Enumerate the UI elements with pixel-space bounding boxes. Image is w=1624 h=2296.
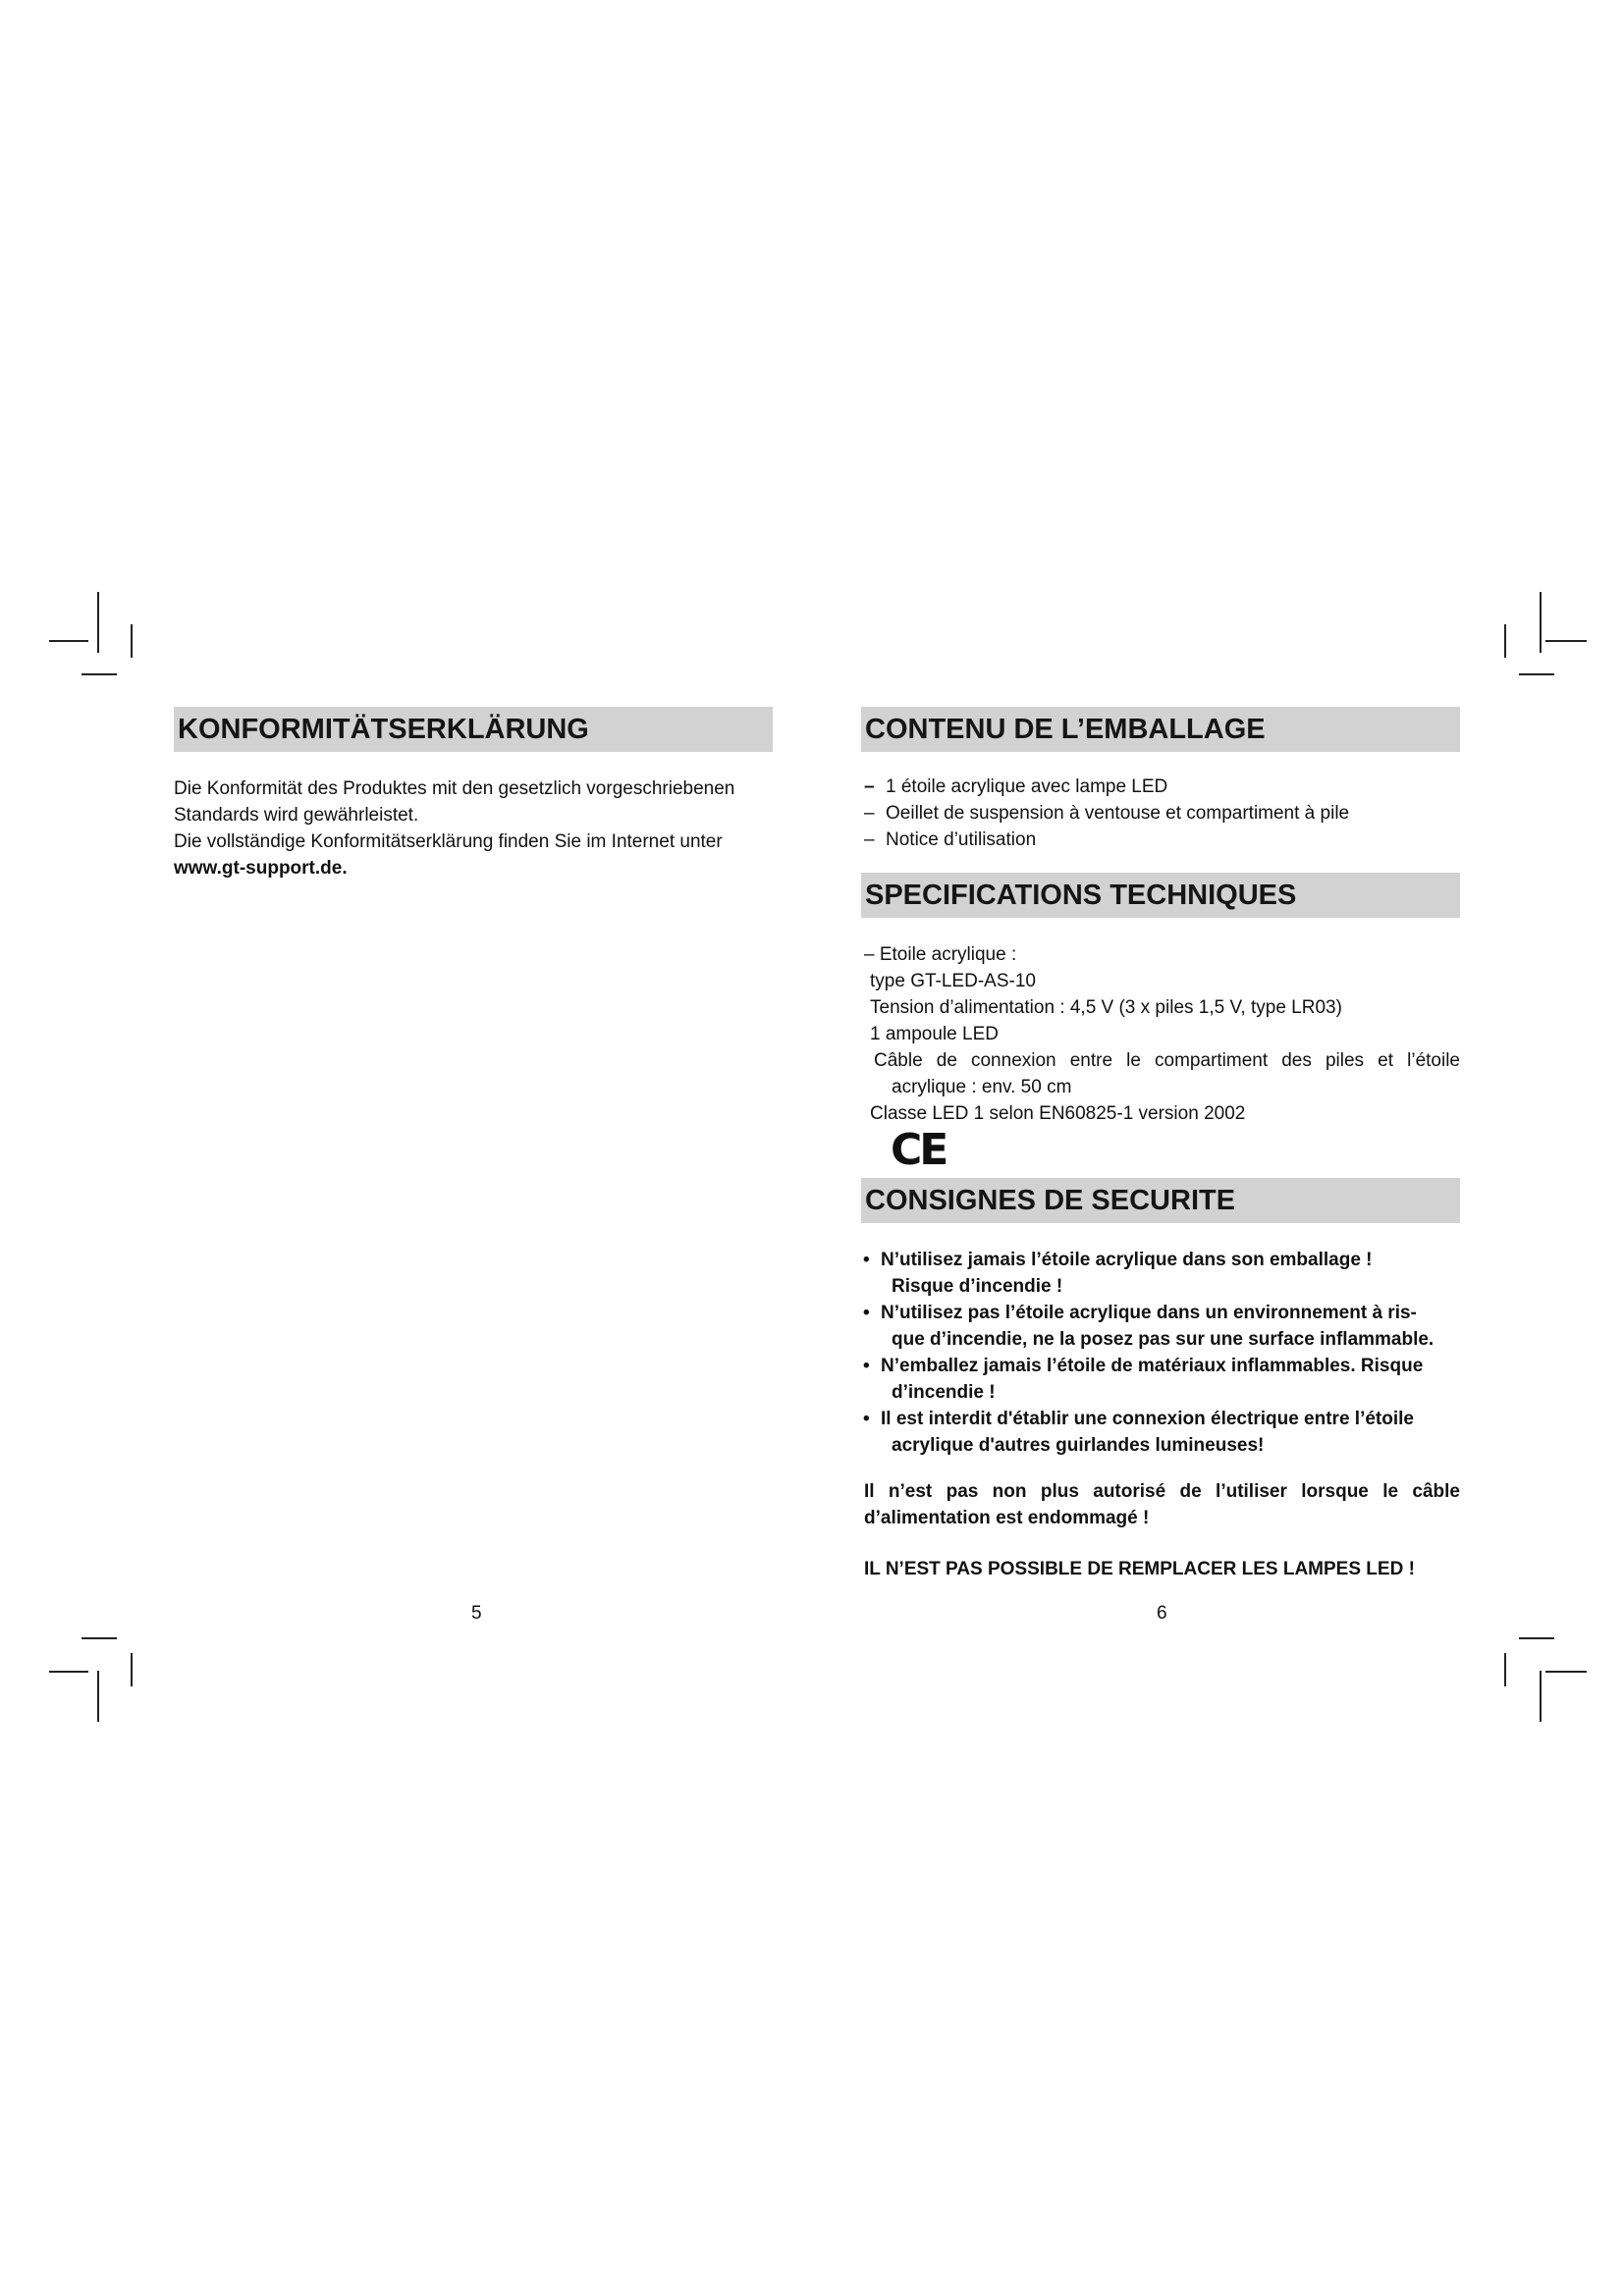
conformity-heading: KONFORMITÄTSERKLÄRUNG bbox=[174, 707, 773, 752]
crop-mark bbox=[1540, 1671, 1542, 1722]
crop-mark bbox=[97, 592, 99, 653]
conformity-text-line: Standards wird gewährleistet. bbox=[174, 805, 419, 826]
specs-intro: – Etoile acrylique : bbox=[864, 944, 1017, 965]
crop-mark bbox=[1540, 592, 1542, 653]
page-number-left: 5 bbox=[471, 1603, 482, 1624]
crop-mark bbox=[81, 1637, 117, 1639]
conformity-text-line: Die vollständige Konformitätserklärung finden Sie im Internet unter bbox=[174, 831, 723, 852]
crop-mark bbox=[81, 673, 117, 675]
safety-list bbox=[861, 1247, 1460, 1459]
crop-mark bbox=[1504, 624, 1506, 658]
ce-mark: CE bbox=[891, 1125, 947, 1175]
support-website-link[interactable]: www.gt-support.de. bbox=[174, 858, 348, 879]
list-item: – 1 étoile acrylique avec lampe LED bbox=[864, 776, 1168, 797]
cable-warning-line: Il n’est pas non plus autorisé de l’utiliser lorsque le câble bbox=[864, 1481, 1460, 1502]
specs-led-class: Classe LED 1 selon EN60825-1 version 2002 bbox=[870, 1103, 1246, 1124]
list-item: • Il est interdit d'établir une connexion électrique entre l’étoile acrylique d'autres guirlandes lumineuses! bbox=[863, 1409, 1414, 1456]
cable-warning bbox=[861, 1478, 1460, 1531]
package-contents-list bbox=[861, 774, 1460, 853]
crop-mark bbox=[1519, 673, 1554, 675]
list-item: • N’emballez jamais l’étoile de matériaux inflammables. Risque d’incendie ! bbox=[863, 1356, 1424, 1403]
page-number-right: 6 bbox=[1157, 1603, 1167, 1624]
package-contents-heading: CONTENU DE L’EMBALLAGE bbox=[861, 707, 1460, 752]
safety-heading: CONSIGNES DE SECURITE bbox=[861, 1178, 1460, 1223]
list-item: • N’utilisez jamais l’étoile acrylique dans son emballage ! Risque d’incendie ! bbox=[863, 1250, 1373, 1297]
crop-mark bbox=[1519, 1637, 1554, 1639]
conformity-text-line: Die Konformität des Produktes mit den gesetzlich vorgeschriebenen bbox=[174, 778, 735, 799]
specs-heading: SPECIFICATIONS TECHNIQUES bbox=[861, 873, 1460, 918]
crop-mark bbox=[1545, 640, 1587, 642]
specs-voltage: Tension d’alimentation : 4,5 V (3 x piles 1,5 V, type LR03) bbox=[870, 997, 1342, 1018]
crop-mark bbox=[1504, 1653, 1506, 1686]
right-page bbox=[861, 707, 1460, 1582]
specs-cable-line1: Câble de connexion entre le compartiment des piles et l’étoile bbox=[874, 1050, 1460, 1071]
crop-mark bbox=[49, 1671, 88, 1673]
crop-mark bbox=[131, 1653, 133, 1686]
crop-mark bbox=[131, 624, 133, 658]
crop-mark bbox=[49, 640, 88, 642]
specs-block bbox=[861, 941, 1460, 1175]
led-replacement-note: IL N’EST PAS POSSIBLE DE REMPLACER LES LAMPES LED ! bbox=[864, 1559, 1415, 1579]
left-page bbox=[174, 707, 773, 881]
specs-cable-line2: acrylique : env. 50 cm bbox=[892, 1077, 1072, 1097]
crop-mark bbox=[1545, 1671, 1587, 1673]
specs-bulb: 1 ampoule LED bbox=[870, 1024, 999, 1044]
cable-warning-line: d’alimentation est endommagé ! bbox=[864, 1508, 1150, 1528]
specs-type: type GT-LED-AS-10 bbox=[870, 971, 1036, 991]
list-item: • N’utilisez pas l’étoile acrylique dans un environnement à ris- que d’incendie, ne la posez pas sur une surface inflammable. bbox=[863, 1303, 1435, 1350]
list-item: – Oeillet de suspension à ventouse et compartiment à pile bbox=[864, 803, 1350, 824]
crop-mark bbox=[97, 1671, 99, 1722]
list-item: – Notice d’utilisation bbox=[864, 829, 1037, 850]
